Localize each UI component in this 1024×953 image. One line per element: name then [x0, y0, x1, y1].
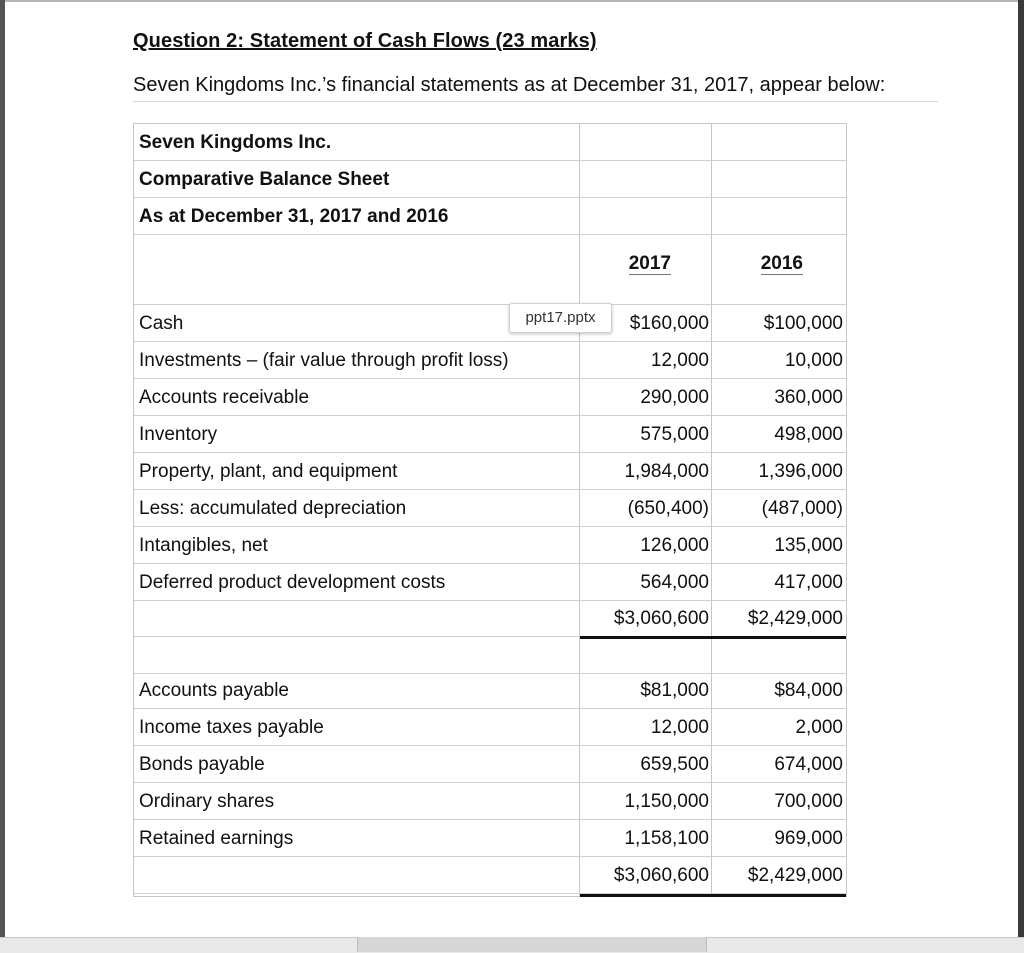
bottom-toolbar-tab[interactable]	[357, 937, 707, 952]
value-2016: 969,000	[774, 828, 843, 849]
statement-date: As at December 31, 2017 and 2016	[139, 206, 449, 227]
value-2016: 1,396,000	[758, 461, 843, 482]
row-label: Inventory	[139, 424, 218, 445]
table-row	[134, 527, 846, 564]
question-title: Question 2: Statement of Cash Flows (23 marks)	[133, 30, 597, 52]
table-row	[134, 709, 846, 746]
row-label: Retained earnings	[139, 828, 294, 849]
row-label: Accounts payable	[139, 680, 289, 701]
value-2016: 498,000	[774, 424, 843, 445]
spacer-row	[134, 637, 846, 674]
table-row	[134, 305, 846, 342]
window-scrollbar[interactable]	[1018, 0, 1024, 952]
value-2016: 10,000	[784, 350, 843, 371]
assets-total-row	[134, 600, 846, 637]
assets-total-2016: $2,429,000	[747, 608, 843, 629]
liabilities-total-2016: $2,429,000	[747, 865, 843, 886]
value-2016: $84,000	[774, 680, 843, 701]
value-2016: 674,000	[774, 754, 843, 775]
table-row	[134, 342, 846, 379]
value-2016: 700,000	[774, 791, 843, 812]
table-row	[134, 198, 846, 235]
value-2016: 135,000	[774, 535, 843, 556]
table-row	[134, 416, 846, 453]
column-header-2016: 2016	[760, 253, 803, 274]
value-2017: $81,000	[640, 680, 709, 701]
value-2017: 126,000	[640, 535, 709, 556]
row-label: Cash	[139, 313, 184, 334]
value-2017: 1,158,100	[624, 828, 709, 849]
table-row	[134, 564, 846, 601]
row-label: Investments – (fair value through profit loss)	[139, 350, 509, 371]
table-row	[134, 820, 846, 857]
file-tooltip: ppt17.pptx	[509, 303, 612, 333]
row-label: Property, plant, and equipment	[139, 461, 398, 482]
liabilities-total-row	[134, 857, 846, 894]
liabilities-total-2017: $3,060,600	[613, 865, 709, 886]
row-label: Deferred product development costs	[139, 572, 446, 593]
row-label: Bonds payable	[139, 754, 265, 775]
value-2016: 2,000	[795, 717, 843, 738]
liabilities-total-rule	[580, 894, 846, 897]
value-2017: 659,500	[640, 754, 709, 775]
row-label: Ordinary shares	[139, 791, 275, 812]
table-row	[134, 746, 846, 783]
value-2017: 564,000	[640, 572, 709, 593]
value-2016: $100,000	[763, 313, 843, 334]
table-row	[134, 453, 846, 490]
value-2016: 417,000	[774, 572, 843, 593]
column-header-2017: 2017	[628, 253, 671, 274]
value-2017: 575,000	[640, 424, 709, 445]
row-label: Accounts receivable	[139, 387, 310, 408]
window-left-edge	[0, 0, 5, 952]
value-2017: (650,400)	[627, 498, 709, 519]
value-2016: 360,000	[774, 387, 843, 408]
table-row	[134, 161, 846, 198]
value-2017: 12,000	[650, 717, 709, 738]
table-row	[134, 490, 846, 527]
value-2017: $160,000	[629, 313, 709, 334]
statement-name: Comparative Balance Sheet	[139, 169, 390, 190]
row-label: Less: accumulated depreciation	[139, 498, 407, 519]
balance-sheet-table	[133, 123, 847, 897]
value-2017: 12,000	[650, 350, 709, 371]
row-label: Intangibles, net	[139, 535, 268, 556]
value-2017: 290,000	[640, 387, 709, 408]
table-row	[134, 783, 846, 820]
value-2017: 1,150,000	[624, 791, 709, 812]
table-row	[134, 124, 846, 161]
value-2016: (487,000)	[761, 498, 843, 519]
question-intro: Seven Kingdoms Inc.’s financial statements as at December 31, 2017, appear below:	[133, 74, 938, 102]
window-top-edge	[0, 0, 1024, 2]
table-row	[134, 672, 846, 709]
company-name: Seven Kingdoms Inc.	[139, 132, 332, 153]
assets-total-2017: $3,060,600	[613, 608, 709, 629]
table-row	[134, 379, 846, 416]
value-2017: 1,984,000	[624, 461, 709, 482]
row-label: Income taxes payable	[139, 717, 324, 738]
column-header-row	[134, 235, 846, 305]
